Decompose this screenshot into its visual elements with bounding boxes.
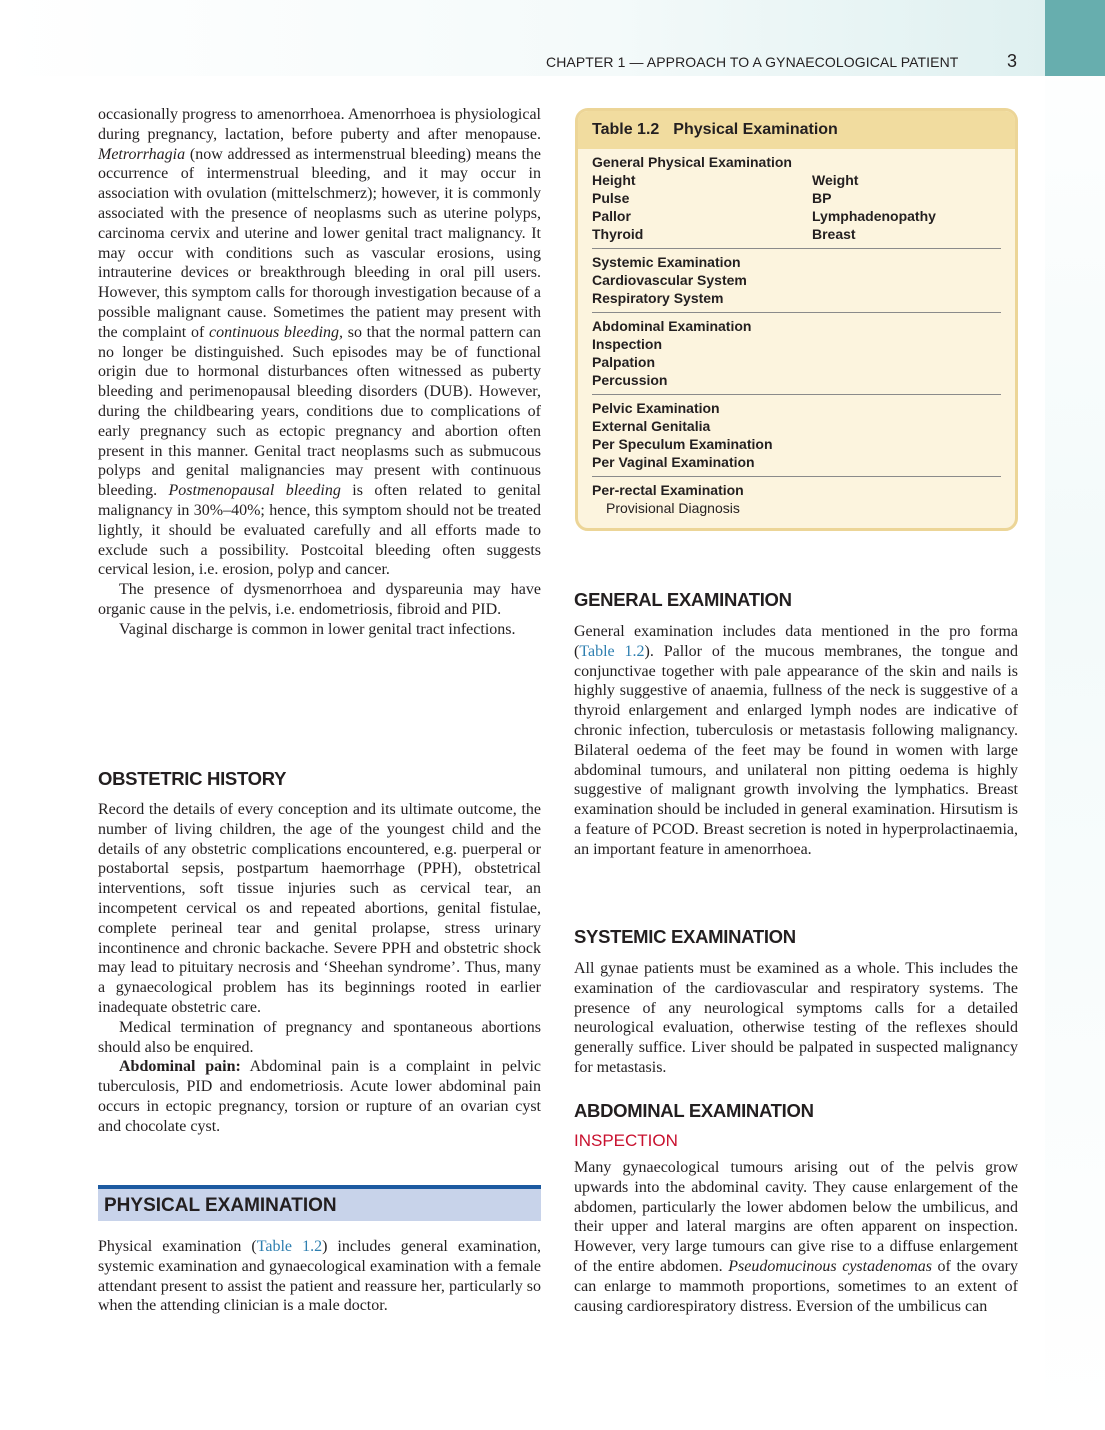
general-examination-section — [574, 590, 1018, 610]
table-row: Inspection — [592, 336, 663, 352]
table-row: Pelvic Examination — [592, 400, 720, 416]
table-caption: Table 1.2 Physical Examination — [578, 111, 1015, 149]
general-examination-body — [574, 622, 1018, 860]
table-row: Per Vaginal Examination — [592, 454, 755, 470]
page-number: 3 — [1007, 51, 1018, 71]
paragraph-mtp: Medical termination of pregnancy and spontaneous abortions should also be enquired. — [98, 1018, 541, 1056]
systemic-examination-heading: SYSTEMIC EXAMINATION — [574, 926, 796, 947]
table-row: Pallor Lymphadenopathy — [592, 208, 936, 224]
table-row: Percussion — [592, 372, 668, 388]
systemic-examination-section — [574, 927, 1018, 947]
general-examination-heading: GENERAL EXAMINATION — [574, 589, 792, 610]
paragraph-inspection: Many gynaecological tumours arising out of the pelvis grow upwards into the abdominal cavity. They cause enlargement of the abdomen, particularly the lower abdomen below the umbilicus, and their upper and lateral margins are often apparent on inspection. However, very large tumours can give rise to a diffuse enlargement of the entire abdomen. Pseudomucinous cystadenomas of the ovary can enlarge to mammoth proportions, sometimes to an extent of causing cardiorespiratory distress. Eversion of the umbilicus can — [574, 1159, 1018, 1315]
paragraph-physical: Physical examination (Table 1.2) includes general examination, systemic examination and gynaecological examination with a female attendant present to assist the patient and reassure her, particularly so when the attending clinician is a male doctor. — [98, 1238, 541, 1315]
table-row: Provisional Diagnosis — [606, 500, 740, 516]
physical-body — [98, 1237, 541, 1316]
running-head: CHAPTER 1 — APPROACH TO A GYNAECOLOGICAL PATIENT — [546, 54, 959, 70]
table-group-heading: General Physical Examination — [592, 154, 792, 170]
abdominal-examination-heading: ABDOMINAL EXAMINATION — [574, 1100, 814, 1121]
paragraph-abdominal-pain: Abdominal pain: Abdominal pain is a complaint in pelvic tuberculosis, PID and endometriosis. Acute lower abdominal pain occurs in ectopic pregnancy, torsion or rupture of an ovarian cyst and chocolate cyst. — [98, 1058, 541, 1135]
paragraph-general-examination: General examination includes data mentioned in the pro forma (Table 1.2). Pallor of the mucous membranes, the tongue and conjunctivae together with pale appearance of the skin and nails is highly suggestive of anaemia, fullness of the neck is suggestive of a thyroid enlargement and enlarged lymph nodes are indicative of chronic infection, tuberculosis or metastasis following malignancy. Bilateral oedema of the feet may be found in women with large abdominal tumours, and unilateral non pitting oedema is highly suggestive of malignant growth involving the lymphatics. Breast examination should be included in general examination. Hirsutism is a feature of PCOD. Breast secretion is noted in hyperprolactinaemia, an important feature in amenorrhoea. — [574, 623, 1018, 858]
table-row: Abdominal Examination — [592, 318, 752, 334]
table-row: Thyroid Breast — [592, 226, 856, 242]
left-column-top — [98, 105, 541, 640]
chapter-tab — [1045, 0, 1105, 76]
systemic-examination-body — [574, 959, 1018, 1078]
inspection-heading: INSPECTION — [574, 1131, 678, 1150]
table-group-abdominal — [592, 313, 1001, 395]
table-physical-examination — [575, 108, 1018, 531]
inspection-body — [574, 1158, 1018, 1316]
abdominal-examination-section — [574, 1101, 1018, 1121]
obstetric-history-heading: OBSTETRIC HISTORY — [98, 768, 287, 789]
table-group-perrectal — [592, 477, 1001, 522]
table-row: Respiratory System — [592, 290, 724, 306]
table-row: External Genitalia — [592, 418, 711, 434]
physical-examination-heading: PHYSICAL EXAMINATION — [98, 1189, 541, 1221]
physical-examination-heading-box — [98, 1185, 541, 1221]
obstetric-section — [98, 769, 541, 789]
obstetric-body — [98, 800, 541, 1137]
table-row: Cardiovascular System — [592, 272, 747, 288]
table-row: Palpation — [592, 354, 656, 370]
paragraph-bleeding: occasionally progress to amenorrhoea. Amenorrhoea is physiological during pregnancy, lactation, before puberty and after menopause. Metrorrhagia (now addressed as intermenstrual bleeding) means the occurrence of intermenstrual bleeding, and it may occur in association with ovulation (mittelschmerz); however, it is commonly associated with the presence of neoplasms such as uterine polyps, carcinoma cervix and uterine and lower genital tract malignancy. It may occur with conditions such as vascular erosions, using intrauterine devices or breakthrough bleeding in oral pill users. However, this symptom calls for thorough investigation because of a possible malignant cause. Sometimes the patient may present with the complaint of continuous bleeding, so that the normal pattern can no longer be distinguished. Such episodes may be of functional origin due to hormonal disturbances often witnessed as puberty bleeding and perimenopausal bleeding disorders (DUB). However, during the childbearing years, conditions due to complications of early pregnancy such as ectopic pregnancy and abortion often present in this manner. Genital tract neoplasms such as submucous polyps and genital malignancies may present with continuous bleeding. Postmenopausal bleeding is often related to genital malignancy in 30%–40%; hence, this symptom should not be treated lightly, it should be evaluated carefully and all efforts made to exclude such a possibility. Postcoital bleeding often suggests cervical lesion, i.e. erosion, polyp and cancer. — [98, 106, 542, 579]
table-group-systemic — [592, 249, 1001, 313]
table-group-pelvic — [592, 395, 1001, 477]
paragraph-dysmenorrhoea: The presence of dysmenorrhoea and dyspareunia may have organic cause in the pelvis, i.e. endometriosis, fibroid and PID. — [98, 581, 541, 618]
table-link[interactable]: Table 1.2 — [579, 642, 645, 660]
table-row: Per Speculum Examination — [592, 436, 773, 452]
table-group-general — [592, 149, 1001, 249]
paragraph-obstetric: Record the details of every conception and its ultimate outcome, the number of living children, the age of the youngest child and the details of any obstetric complications encountered, e.g. puerperal or postabortal sepsis, postpartum haemorrhage (PPH), obstetrical interventions, soft tissue injuries such as cervical tear, an incompetent cervical os and repeated abortions, genital fistulae, complete perineal tear and genital prolapse, stress urinary incontinence and chronic backache. Severe PPH and obstetric shock may lead to pituitary necrosis and ‘Sheehan syndrome’. Thus, many a gynaecological problem has its beginnings rooted in earlier inadequate obstetric care. — [98, 801, 541, 1016]
inspection-section — [574, 1131, 1018, 1151]
side-strip — [1045, 0, 1105, 1430]
table-row: Systemic Examination — [592, 254, 741, 270]
table-link[interactable]: Table 1.2 — [256, 1238, 323, 1255]
table-row: Pulse BP — [592, 190, 832, 206]
table-row: Height Weight — [592, 172, 859, 188]
paragraph-vaginal-discharge: Vaginal discharge is common in lower genital tract infections. — [119, 620, 516, 638]
table-row: Per-rectal Examination — [592, 482, 744, 498]
paragraph-systemic: All gynae patients must be examined as a whole. This includes the examination of the cardiovascular and respiratory systems. The presence of any neurological symptoms calls for a detailed neurological evaluation, otherwise testing of the reflexes should generally suffice. Liver should be palpated in suspected malignancy for metastasis. — [574, 960, 1018, 1076]
